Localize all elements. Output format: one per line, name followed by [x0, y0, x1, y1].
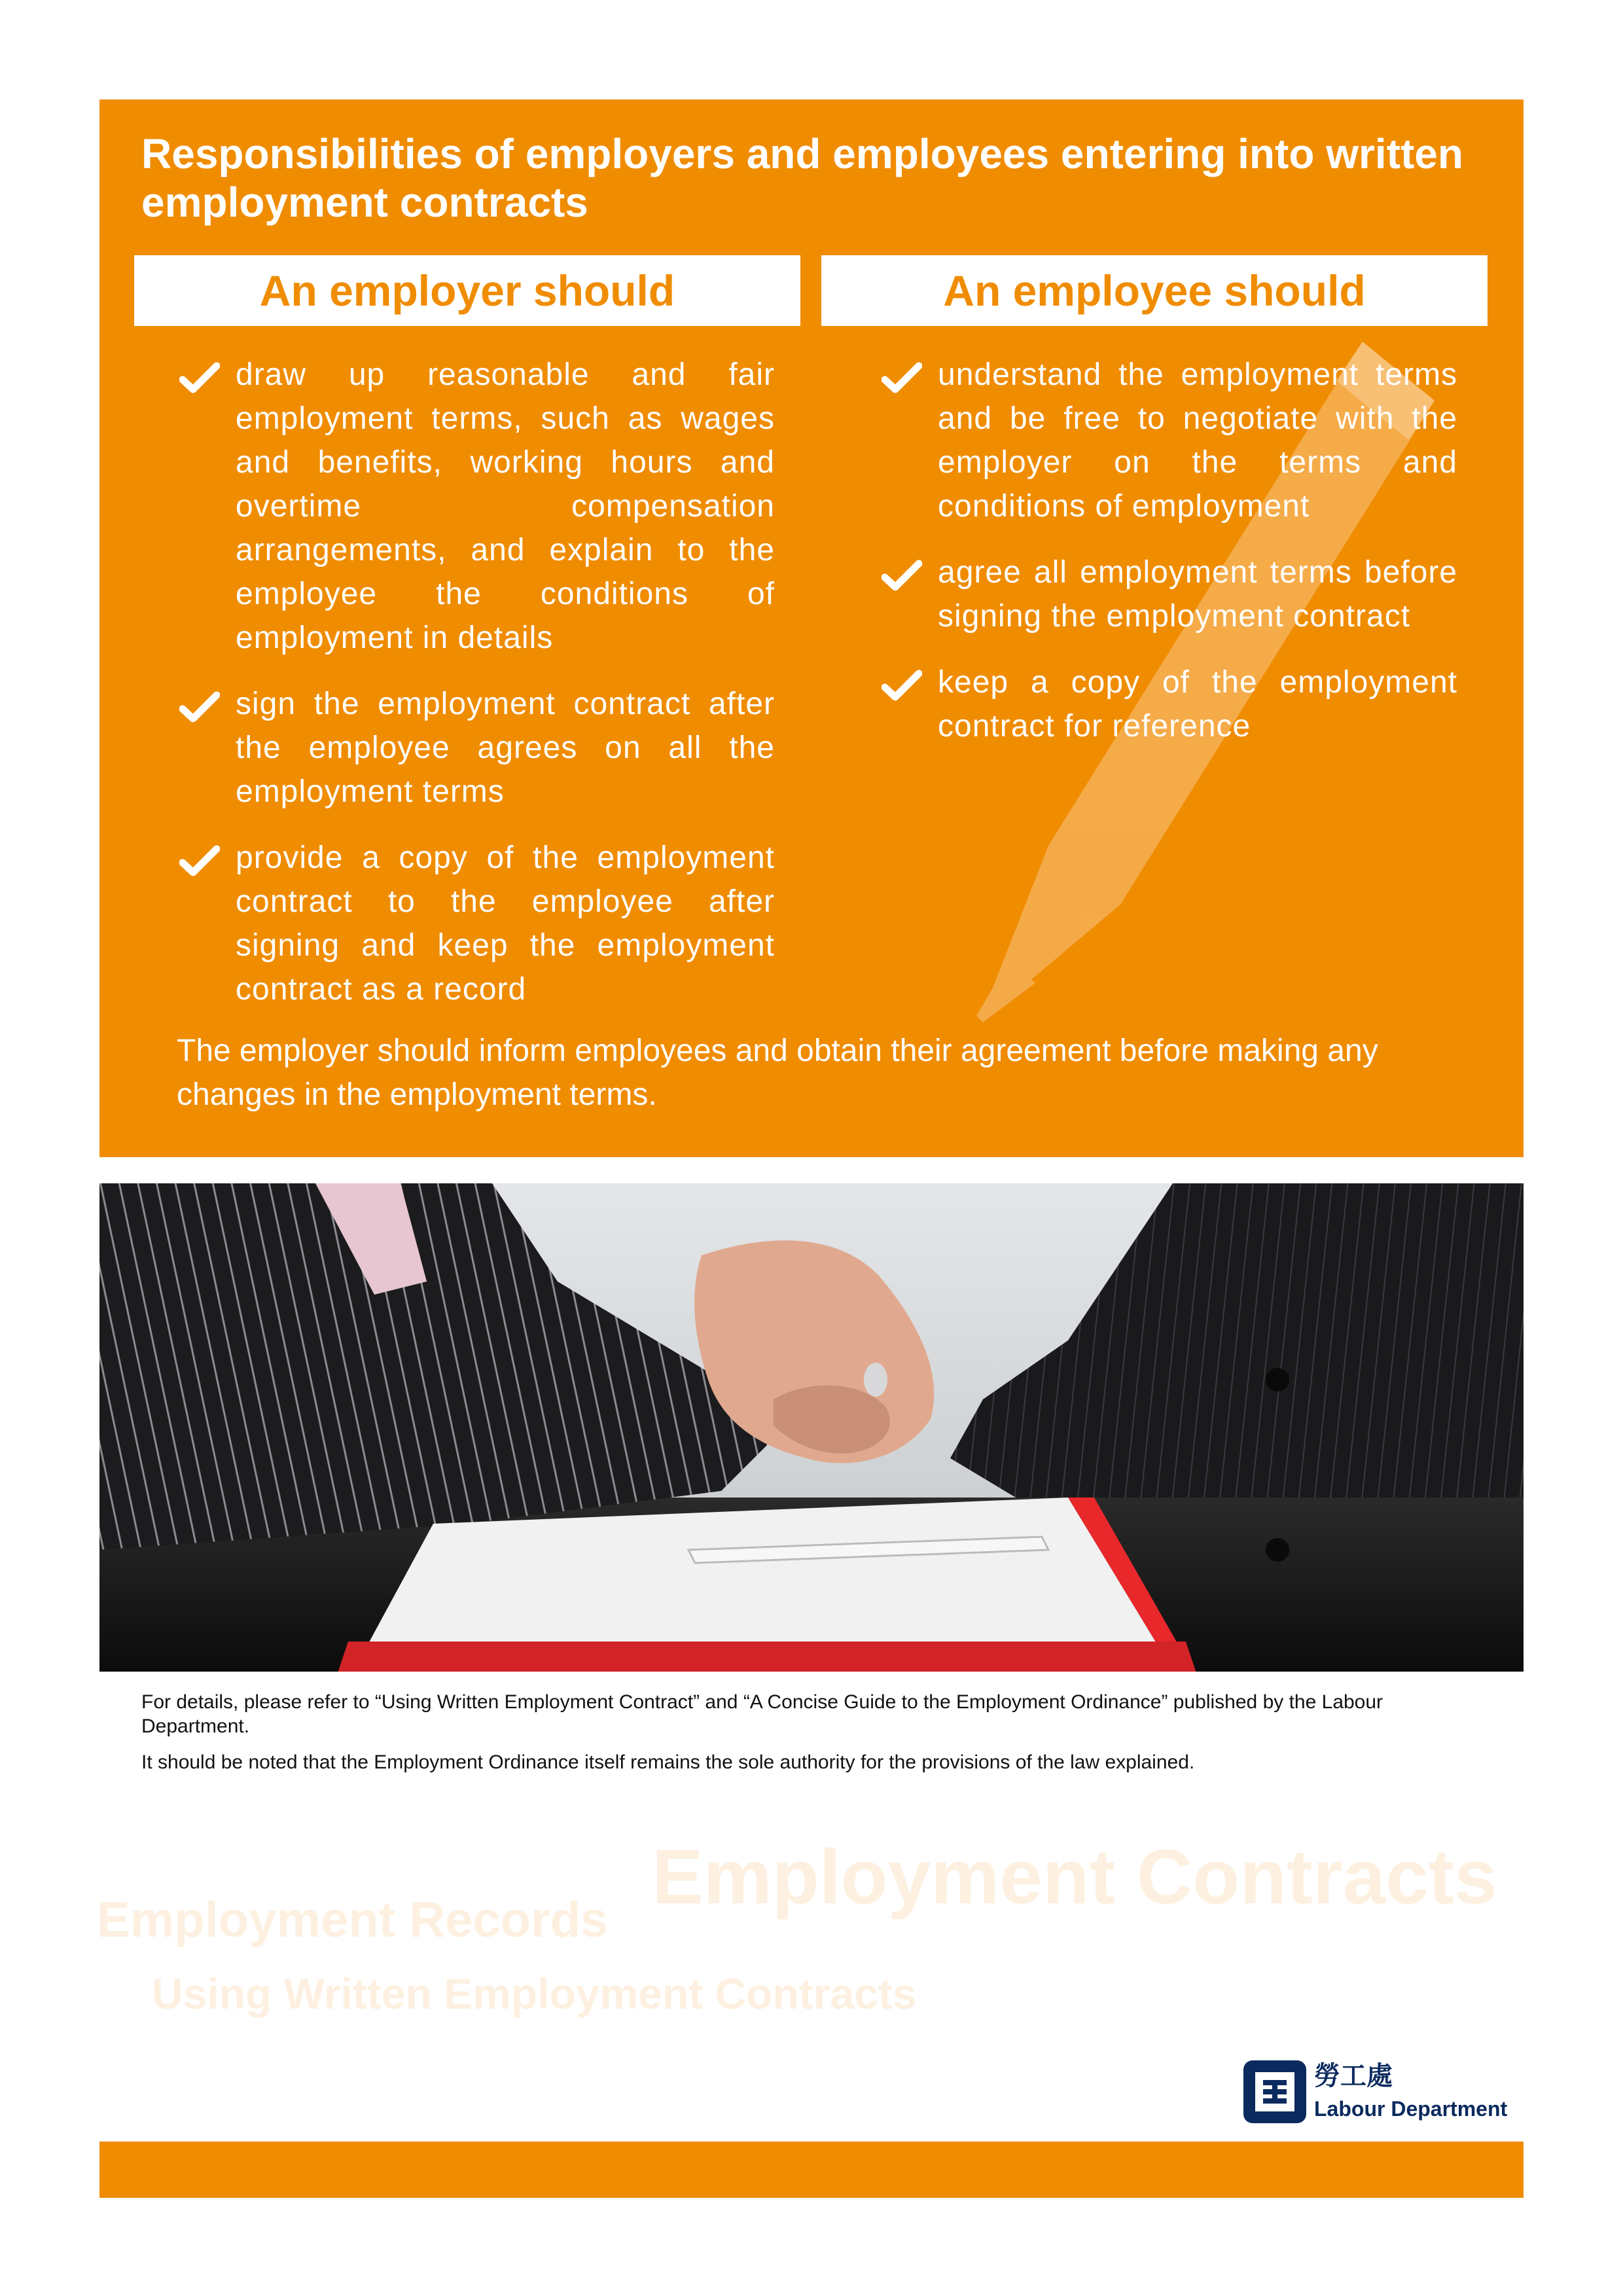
check-icon	[179, 362, 220, 395]
labour-department-logo	[1243, 2060, 1531, 2126]
footnotes	[141, 1690, 1476, 1786]
check-icon	[882, 670, 922, 702]
footer-bar	[99, 2142, 1524, 2198]
footnote: For details, please refer to “Using Written Employment Contract” and “A Concise Guide to the Employment Ordinance” published by the Labour Department.	[141, 1691, 1383, 1737]
list-item	[882, 660, 1457, 748]
item-text: sign the employment contract after the employee agrees on all the employment terms	[236, 687, 775, 809]
list-item	[179, 836, 775, 1011]
check-icon	[179, 691, 220, 724]
panel-title: Responsibilities of employers and employees entering into written employment contracts	[141, 130, 1463, 226]
check-icon	[882, 560, 922, 592]
list-item	[179, 682, 775, 814]
item-text: provide a copy of the employment contract to the employee after signing and keep the employment contract as a record	[236, 840, 775, 1007]
responsibilities-panel	[99, 99, 1524, 1157]
list-item	[179, 353, 775, 660]
labour-department-logo-icon	[1243, 2060, 1306, 2123]
item-text: agree all employment terms before signing the employment contract	[938, 555, 1457, 634]
footnote: It should be noted that the Employment Ordinance itself remains the sole authority for the provisions of the law explained.	[141, 1751, 1195, 1773]
check-icon	[179, 845, 220, 878]
logo-chinese-name: 勞工處	[1314, 2062, 1393, 2090]
employee-heading: An employee should	[821, 255, 1488, 326]
check-icon	[882, 362, 922, 395]
logo-english-name: Labour Department	[1314, 2097, 1508, 2121]
panel-note: The employer should inform employees and obtain their agreement before making any changes in the employment terms.	[177, 1033, 1378, 1112]
employee-responsibilities-list	[882, 353, 1457, 770]
item-text: understand the employment terms and be free to negotiate with the employer on the terms and conditions of employment	[938, 357, 1457, 524]
item-text: draw up reasonable and fair employment terms, such as wages and benefits, working hours and overtime compensation arrangements, and explain to the employee the conditions of employment in details	[236, 357, 775, 655]
employer-responsibilities-list	[179, 353, 775, 1033]
list-item	[882, 550, 1457, 638]
handshake-photo	[99, 1183, 1524, 1672]
employer-heading: An employer should	[134, 255, 800, 326]
watermark-text: Using Written Employment Contracts	[152, 1969, 917, 2018]
item-text: keep a copy of the employment contract for reference	[938, 665, 1457, 744]
watermark-text: Employment Records	[97, 1892, 609, 1948]
list-item	[882, 353, 1457, 528]
watermark-text: Employment Contracts	[652, 1834, 1497, 1920]
